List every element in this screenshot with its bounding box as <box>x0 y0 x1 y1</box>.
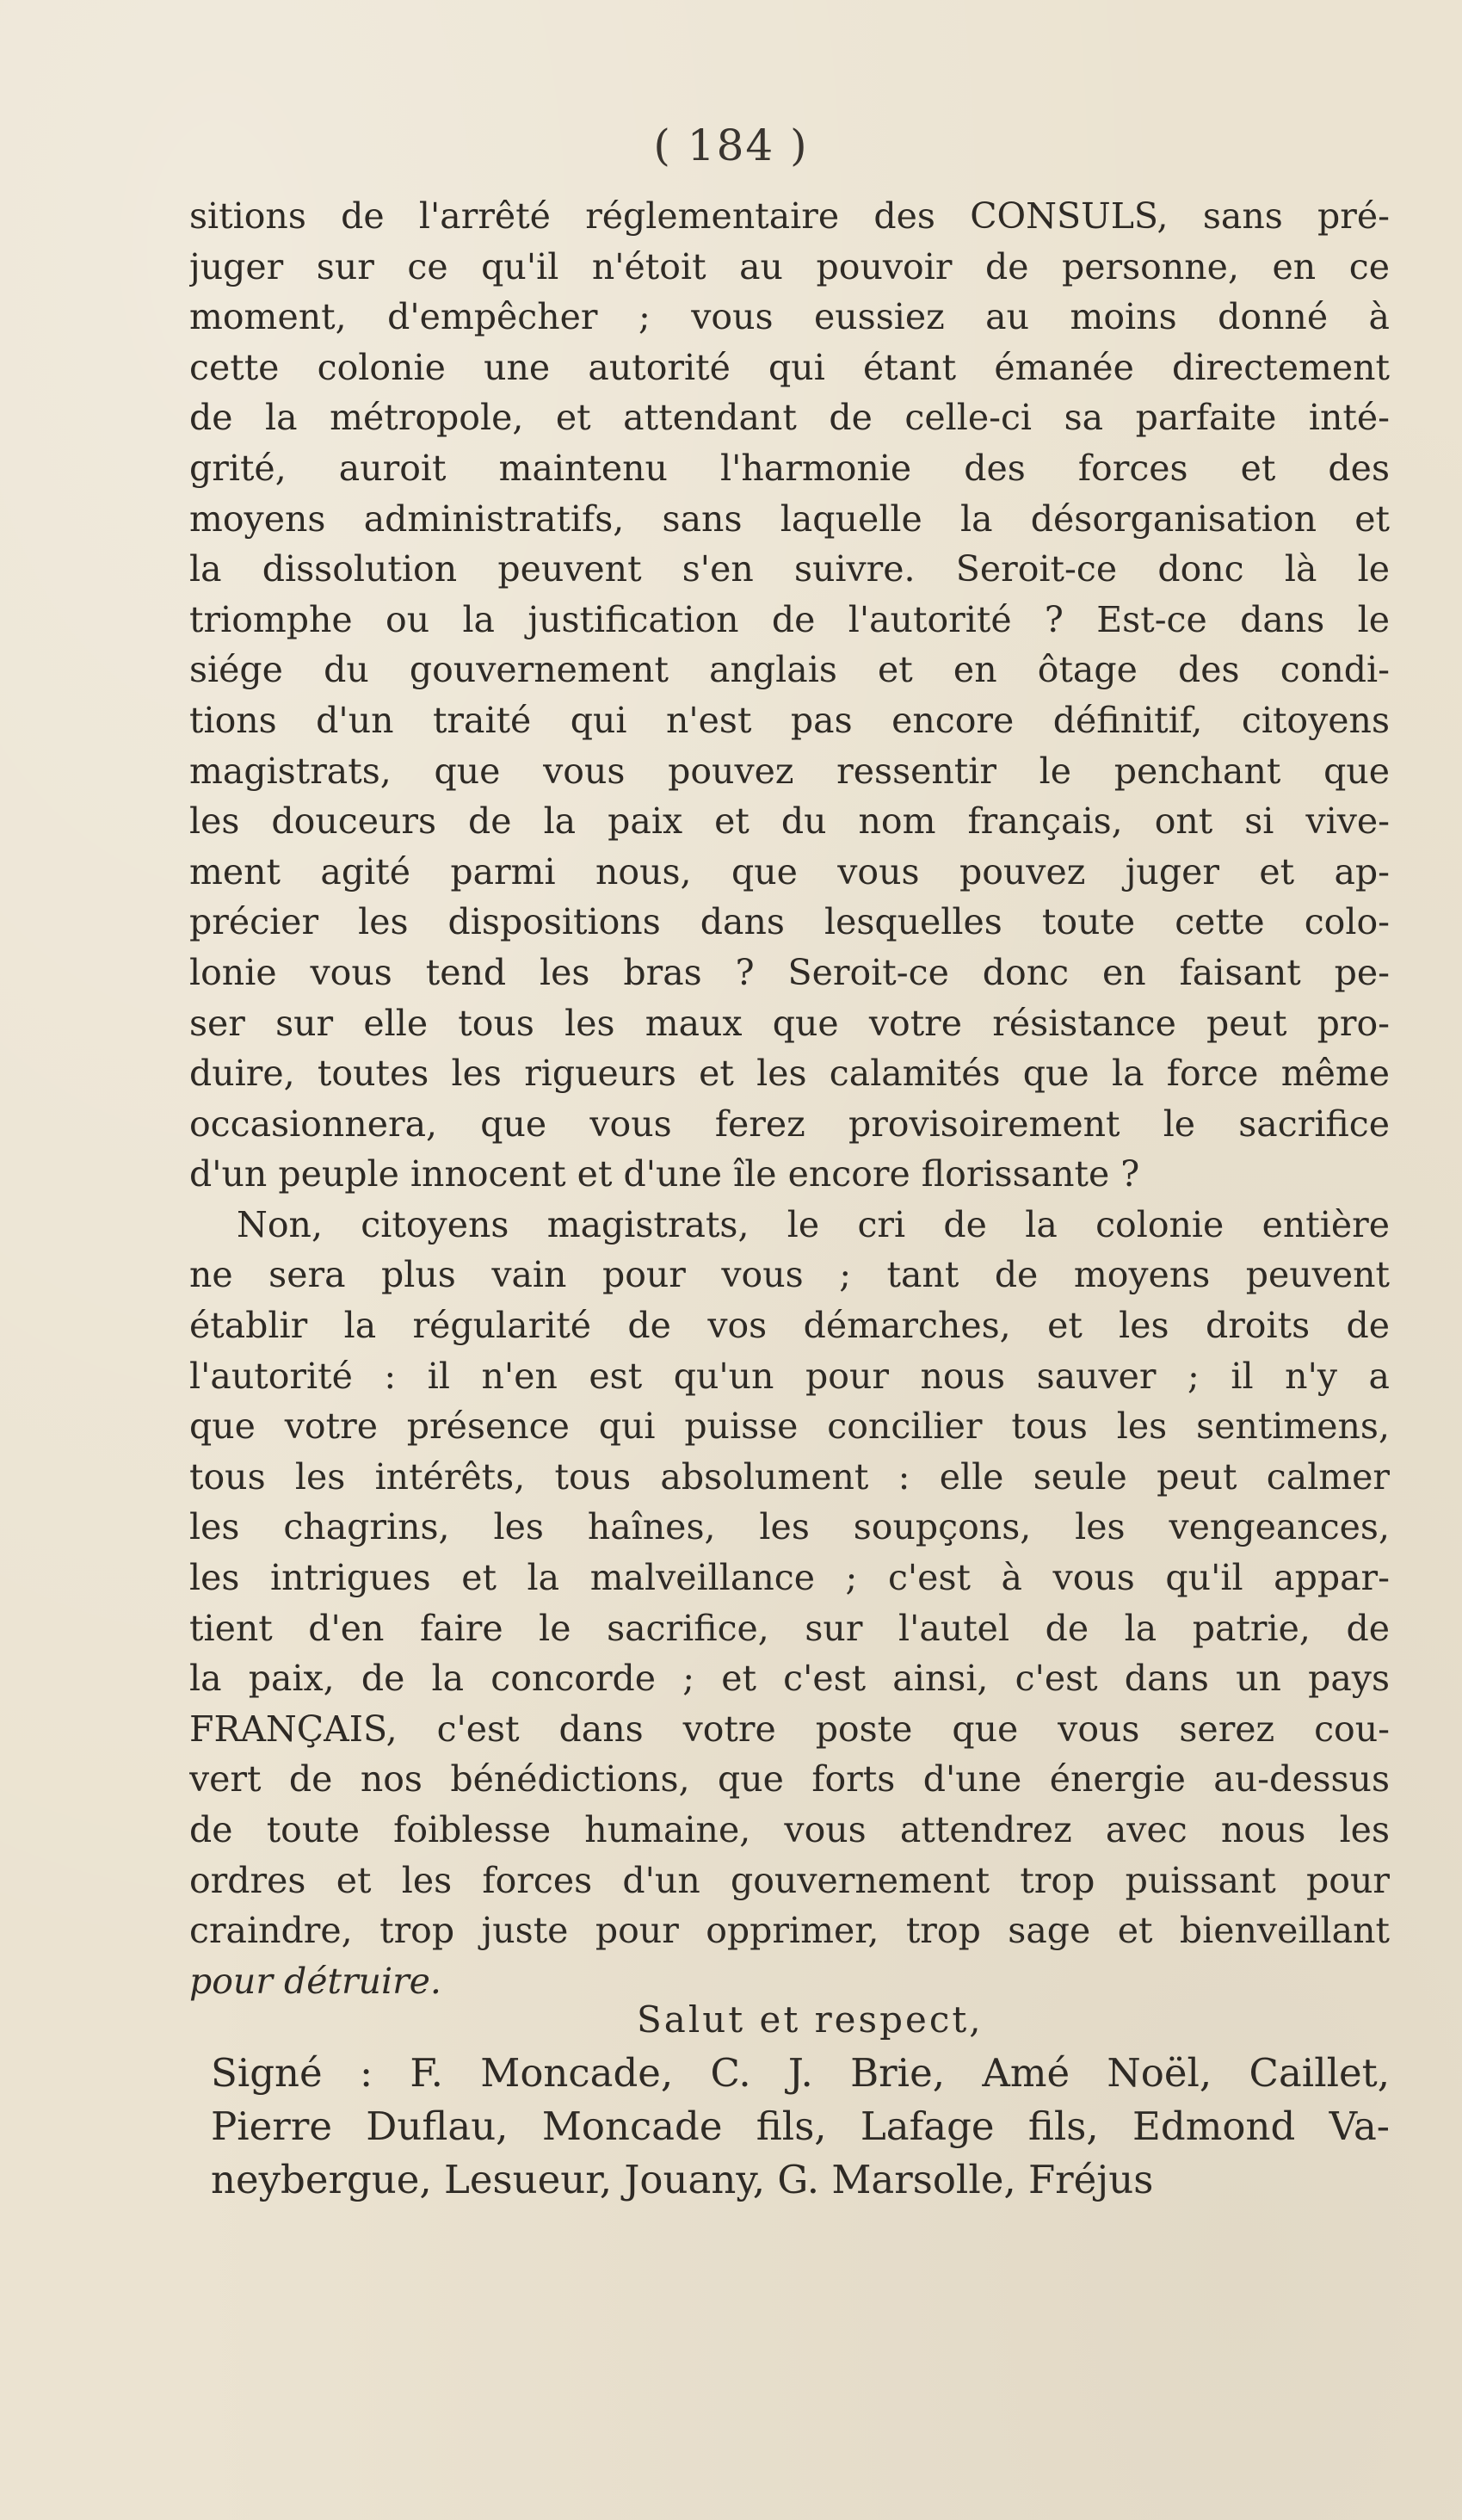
text-line: la paix, de la concorde ; et c'est ainsi, c'est dans un pays <box>189 1658 1390 1700</box>
text-line: triomphe ou la justification de l'autorité ? Est-ce dans le <box>189 598 1390 640</box>
text-line: pour détruire. <box>189 1960 441 2002</box>
text-line: l'autorité : il n'en est qu'un pour nous sauver ; il n'y a <box>189 1355 1390 1397</box>
text-line: vert de nos bénédictions, que forts d'une énergie au-dessus <box>189 1758 1390 1800</box>
text-line: magistrats, que vous pouvez ressentir le penchant que <box>189 750 1390 792</box>
page-number: ( 184 ) <box>653 120 809 170</box>
text-line: ment agité parmi nous, que vous pouvez juger et ap- <box>189 850 1390 892</box>
text-line: ne sera plus vain pour vous ; tant de moyens peuvent <box>189 1254 1390 1296</box>
text-line: lonie vous tend les bras ? Seroit-ce donc en faisant pe- <box>189 951 1390 993</box>
text-line: tous les intérêts, tous absolument : elle seule peut calmer <box>189 1455 1390 1498</box>
text-line: sitions de l'arrêté réglementaire des CONSULS, sans pré- <box>189 195 1390 237</box>
text-line: juger sur ce qu'il n'étoit au pouvoir de personne, en ce <box>189 245 1390 287</box>
signature-line: Pierre Duflau, Moncade fils, Lafage fils, Edmond Va- <box>211 2103 1390 2149</box>
text-line: tions d'un traité qui n'est pas encore définitif, citoyens <box>189 699 1390 741</box>
text-line: moyens administratifs, sans laquelle la désorganisation et <box>189 497 1390 540</box>
text-line: que votre présence qui puisse concilier tous les sentimens, <box>189 1405 1390 1448</box>
signature-line: neybergue, Lesueur, Jouany, G. Marsolle, Fréjus <box>211 2157 1154 2202</box>
signatures-block <box>211 2047 1390 2207</box>
text-line: moment, d'empêcher ; vous eussiez au moins donné à <box>189 296 1390 338</box>
text-line: d'un peuple innocent et d'une île encore florissante ? <box>189 1153 1140 1195</box>
text-line: siége du gouvernement anglais et en ôtage des condi- <box>189 649 1390 691</box>
text-line: grité, auroit maintenu l'harmonie des forces et des <box>189 447 1390 489</box>
text-line: les intrigues et la malveillance ; c'est à vous qu'il appar- <box>189 1557 1390 1599</box>
text-line: craindre, trop juste pour opprimer, trop sage et bienveillant <box>189 1910 1390 1952</box>
text-line: les chagrins, les haînes, les soupçons, les vengeances, <box>189 1506 1390 1548</box>
text-line: ser sur elle tous les maux que votre résistance peut pro- <box>189 1002 1390 1044</box>
text-line: occasionnera, que vous ferez provisoirement le sacrifice <box>189 1102 1390 1145</box>
text-line: cette colonie une autorité qui étant émanée directement <box>189 346 1390 388</box>
text-line: de la métropole, et attendant de celle-ci sa parfaite inté- <box>189 397 1390 439</box>
text-line: ordres et les forces d'un gouvernement trop puissant pour <box>189 1859 1390 1901</box>
text-line: duire, toutes les rigueurs et les calamités que la force même <box>189 1053 1390 1095</box>
signature-line: Signé : F. Moncade, C. J. Brie, Amé Noël, Caillet, <box>211 2050 1390 2096</box>
text-line: établir la régularité de vos démarches, et les droits de <box>189 1305 1390 1347</box>
text-line: la dissolution peuvent s'en suivre. Seroit-ce donc là le <box>189 548 1390 590</box>
closing-salutation: Salut et respect, <box>637 1998 984 2041</box>
text-line: précier les dispositions dans lesquelles toute cette colo- <box>189 901 1390 943</box>
letter-body <box>189 191 1390 2006</box>
text-line: les douceurs de la paix et du nom français, ont si vive- <box>189 800 1390 843</box>
text-line: de toute foiblesse humaine, vous attendrez avec nous les <box>189 1809 1390 1850</box>
paragraph-start-line: Non, citoyens magistrats, le cri de la colonie entière <box>237 1203 1390 1245</box>
text-line: tient d'en faire le sacrifice, sur l'autel de la patrie, de <box>189 1607 1390 1649</box>
text-line: FRANÇAIS, c'est dans votre poste que vous serez cou- <box>189 1708 1390 1750</box>
